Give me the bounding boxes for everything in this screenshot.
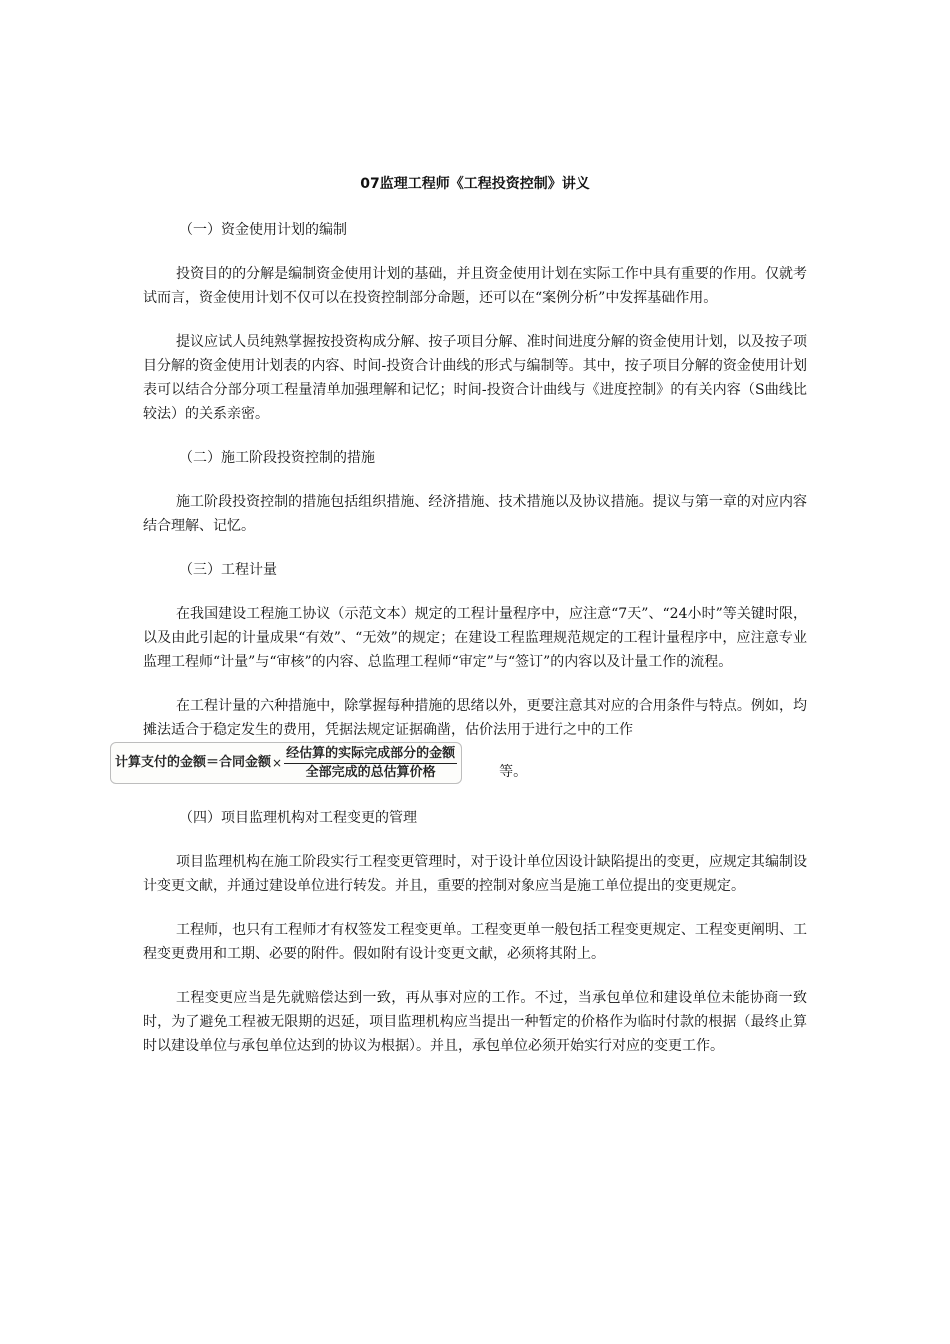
paragraph: 工程师，也只有工程师才有权签发工程变更单。工程变更单一般包括工程变更规定、工程变更阐明、工程变更费用和工期、必要的附件。假如附有设计变更文献，必须将其附上。 xyxy=(143,922,807,962)
document-title: 07监理工程师《工程投资控制》讲义 xyxy=(360,176,590,192)
paragraph: 提议应试人员纯熟掌握按投资构成分解、按子项目分解、准时间进度分解的资金使用计划，以及按子项目分解的资金使用计划表的内容、时间-投资合计曲线的形式与编制等。其中，按子项目分解的资金使用计划表可以结合分部分项工程量清单加强理解和记忆；时间-投资合计曲线与《进度控制》的有关内容（S曲线比较法）的关系亲密。 xyxy=(143,334,807,422)
section-heading-4: （四）项目监理机构对工程变更的管理 xyxy=(179,810,417,826)
section-heading-1: （一）资金使用计划的编制 xyxy=(179,222,347,238)
paragraph: 施工阶段投资控制的措施包括组织措施、经济措施、技术措施以及协议措施。提议与第一章的对应内容结合理解、记忆。 xyxy=(143,494,807,534)
paragraph: 项目监理机构在施工阶段实行工程变更管理时，对于设计单位因设计缺陷提出的变更，应规定其编制设计变更文献，并通过建设单位进行转发。并且，重要的控制对象应当是施工单位提出的变更规定。 xyxy=(143,854,807,894)
section-heading-3: （三）工程计量 xyxy=(179,562,277,578)
paragraph: 投资目的的分解是编制资金使用计划的基础，并且资金使用计划在实际工作中具有重要的作用。仅就考试而言，资金使用计划不仅可以在投资控制部分命题，还可以在“案例分析”中发挥基础作用。 xyxy=(143,266,807,306)
formula-line xyxy=(110,742,527,784)
paragraph-text: 在工程计量的六种措施中，除掌握每种措施的思绪以外，更要注意其对应的合用条件与特点。例如，均摊法适合于稳定发生的费用，凭据法规定证据确凿，估价法用于进行之中的工作 xyxy=(143,698,807,738)
formula-numerator: 经估算的实际完成部分的金额 xyxy=(284,746,457,764)
formula-trailing-text: 等。 xyxy=(499,764,528,780)
formula-fraction xyxy=(284,746,457,781)
paragraph-with-formula xyxy=(115,694,807,784)
formula-denominator: 全部完成的总估算价格 xyxy=(305,764,436,780)
formula-lhs: 计算支付的金额＝合同金额 xyxy=(115,755,272,770)
formula-times: × xyxy=(272,756,283,770)
payment-formula xyxy=(110,742,462,784)
paragraph: 在我国建设工程施工协议（示范文本）规定的工程计量程序中，应注意“7天”、“24小时”等关键时限，以及由此引起的计量成果“有效”、“无效”的规定；在建设工程监理规范规定的工程计量程序中，应注意专业监理工程师“计量”与“审核”的内容、总监理工程师“审定”与“签订”的内容以及计量工作的流程。 xyxy=(143,606,807,670)
section-heading-2: （二）施工阶段投资控制的措施 xyxy=(179,450,375,466)
paragraph: 工程变更应当是先就赔偿达到一致，再从事对应的工作。不过，当承包单位和建设单位未能协商一致时，为了避免工程被无限期的迟延，项目监理机构应当提出一种暂定的价格作为临时付款的根据（最终止算时以建设单位与承包单位达到的协议为根据）。并且，承包单位必须开始实行对应的变更工作。 xyxy=(143,990,807,1054)
document-page xyxy=(115,172,807,1078)
